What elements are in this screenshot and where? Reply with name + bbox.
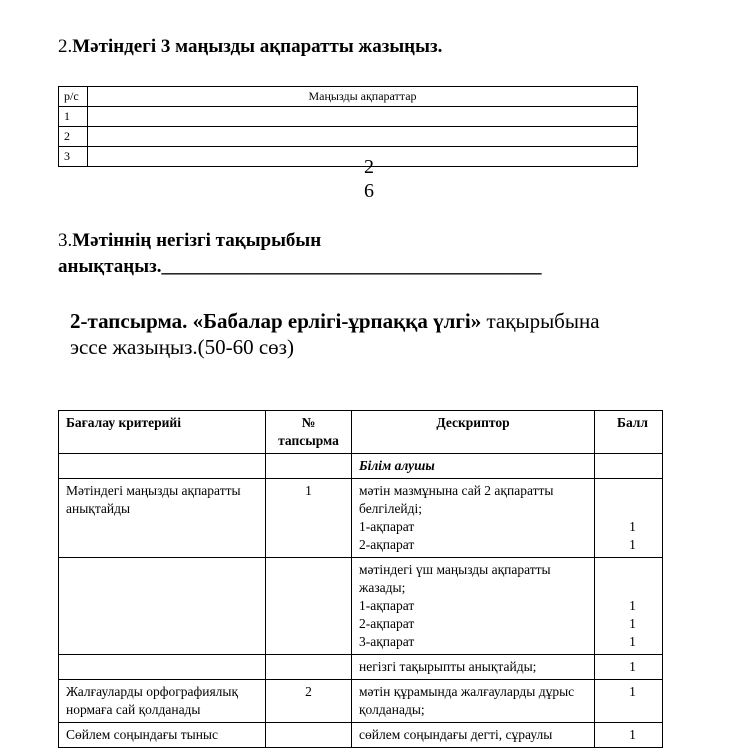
header-criteria: Бағалау критерийі (59, 411, 266, 454)
page-number (364, 155, 374, 203)
score-value: 1 (629, 519, 636, 534)
descriptor-line: 3-ақпарат (359, 634, 415, 649)
descriptor-line: 1-ақпарат (359, 519, 415, 534)
question-3-heading (58, 228, 541, 280)
task-number: 2 (266, 680, 352, 723)
descriptor-text (352, 558, 595, 655)
info-table-row (59, 127, 638, 147)
question-2-number: 2. (58, 36, 73, 57)
score-cell (595, 558, 663, 655)
score-value: 1 (629, 537, 636, 552)
page-number-digit: 6 (364, 180, 374, 202)
task-2-heading (70, 308, 600, 360)
question-2-heading (58, 36, 442, 58)
descriptor-line: мәтіндегі үш маңызды ақпаратты жазады; (359, 562, 551, 595)
descriptor-line: 2-ақпарат (359, 616, 415, 631)
criteria-row (59, 680, 663, 723)
info-table-col-num-header: р/с (59, 87, 88, 107)
criteria-text: Мәтіндегі маңызды ақпаратты анықтайды (59, 479, 266, 558)
score-value: 1 (629, 634, 636, 649)
info-table-answer-cell[interactable] (88, 147, 638, 167)
task-2-title: 2-тапсырма. «Бабалар ерлігі-ұрпаққа үлгі» (70, 309, 482, 333)
info-table-col-info-header: Маңызды ақпараттар (88, 87, 638, 107)
info-table-row-num: 2 (59, 127, 88, 147)
descriptor-line: мәтін мазмұнына сай 2 ақпаратты белгілейді; (359, 483, 554, 516)
info-table-row (59, 147, 638, 167)
descriptor-text: негізгі тақырыпты анықтайды; (352, 655, 595, 680)
score-value: 1 (595, 680, 663, 723)
task-number: 1 (266, 479, 352, 558)
info-table-row-num: 1 (59, 107, 88, 127)
descriptor-line: 1-ақпарат (359, 598, 415, 613)
score-value: 1 (595, 655, 663, 680)
criteria-row (59, 454, 663, 479)
header-descriptor: Дескриптор (352, 411, 595, 454)
header-task-number-line: тапсырма (278, 433, 339, 448)
criteria-row (59, 558, 663, 655)
question-2-title: Мәтіндегі 3 маңызды ақпаратты жазыңыз. (72, 36, 443, 57)
criteria-text: Жалғауларды орфографиялық нормаға сай қолданады (59, 680, 266, 723)
header-score: Балл (595, 411, 663, 454)
criteria-header-row (59, 411, 663, 454)
descriptor-text (352, 479, 595, 558)
criteria-row (59, 655, 663, 680)
learner-label: Білім алушы (352, 454, 595, 479)
task-2-title-rest: тақырыбына (481, 309, 600, 333)
question-3-answer-line[interactable]: анықтаңыз.________________________________________ (58, 256, 542, 277)
criteria-row (59, 479, 663, 558)
info-table-answer-cell[interactable] (88, 107, 638, 127)
info-table-header-row (59, 87, 638, 107)
question-3-number: 3. (58, 230, 73, 251)
score-value: 1 (629, 598, 636, 613)
score-cell (595, 479, 663, 558)
descriptor-text: мәтін құрамында жалғауларды дұрыс қолданады; (352, 680, 595, 723)
criteria-text: Сөйлем соңындағы тыныс (59, 723, 266, 748)
criteria-row (59, 723, 663, 748)
header-task-number (266, 411, 352, 454)
descriptor-line: 2-ақпарат (359, 537, 415, 552)
info-table-row (59, 107, 638, 127)
question-3-title: Мәтіннің негізгі тақырыбын (72, 230, 322, 251)
header-task-number-line: № (301, 415, 316, 430)
score-value: 1 (629, 616, 636, 631)
task-2-instruction: эссе жазыңыз.(50-60 сөз) (70, 335, 294, 359)
page-number-digit: 2 (364, 156, 374, 178)
info-table-answer-cell[interactable] (88, 127, 638, 147)
info-table-row-num: 3 (59, 147, 88, 167)
criteria-table (58, 410, 663, 748)
info-table (58, 86, 638, 167)
descriptor-text: сөйлем соңындағы дегті, сұраулы (352, 723, 595, 748)
score-value: 1 (595, 723, 663, 748)
